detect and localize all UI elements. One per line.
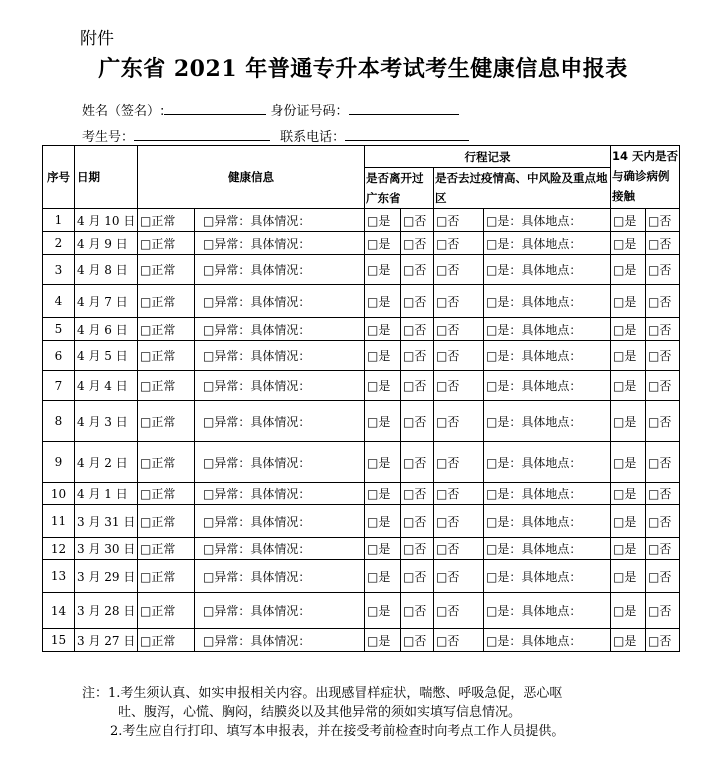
risk-area-yes-checkbox[interactable]: □是：具体地点：: [484, 255, 611, 285]
table-row: [43, 285, 680, 318]
row-number: 12: [43, 538, 75, 560]
row-number: 13: [43, 560, 75, 593]
contact-yes-checkbox[interactable]: □是: [611, 255, 646, 285]
left-gd-no-checkbox[interactable]: □否: [401, 232, 434, 255]
row-date: 3 月 30 日: [75, 538, 138, 560]
left-gd-yes-checkbox[interactable]: □是: [365, 318, 401, 341]
left-gd-yes-checkbox[interactable]: □是: [365, 593, 401, 629]
row-number: 11: [43, 505, 75, 538]
left-gd-yes-checkbox[interactable]: □是: [365, 483, 401, 505]
contact-yes-checkbox[interactable]: □是: [611, 209, 646, 232]
risk-area-yes-checkbox[interactable]: □是：具体地点：: [484, 560, 611, 593]
contact-no-checkbox[interactable]: □否: [646, 255, 680, 285]
row-date: 3 月 27 日: [75, 629, 138, 652]
normal-checkbox[interactable]: □正常: [138, 232, 195, 255]
normal-checkbox[interactable]: □正常: [138, 593, 195, 629]
left-gd-yes-checkbox[interactable]: □是: [365, 560, 401, 593]
abnormal-checkbox[interactable]: □异常：具体情况：: [195, 505, 365, 538]
left-gd-yes-checkbox[interactable]: □是: [365, 505, 401, 538]
name-label: 姓名（签名）:: [82, 104, 165, 119]
row-date: 4 月 9 日: [75, 232, 138, 255]
normal-checkbox[interactable]: □正常: [138, 483, 195, 505]
contact-no-checkbox[interactable]: □否: [646, 341, 680, 371]
risk-area-no-checkbox[interactable]: □否: [434, 232, 484, 255]
left-gd-no-checkbox[interactable]: □否: [401, 371, 434, 401]
row-number: 7: [43, 371, 75, 401]
row-date: 4 月 1 日: [75, 483, 138, 505]
risk-area-yes-checkbox[interactable]: □是：具体地点：: [484, 538, 611, 560]
health-declaration-table: [42, 145, 680, 652]
normal-checkbox[interactable]: □正常: [138, 209, 195, 232]
contact-yes-checkbox[interactable]: □是: [611, 401, 646, 442]
risk-area-no-checkbox[interactable]: □否: [434, 505, 484, 538]
note-line-1: 注：1.考生须认真、如实申报相关内容。出现感冒样症状，喘憋、呼吸急促，恶心呕: [82, 686, 563, 701]
left-gd-yes-checkbox[interactable]: □是: [365, 442, 401, 483]
contact-no-checkbox[interactable]: □否: [646, 483, 680, 505]
contact-yes-checkbox[interactable]: □是: [611, 593, 646, 629]
table-row: [43, 629, 680, 652]
table-row: [43, 538, 680, 560]
left-gd-yes-checkbox[interactable]: □是: [365, 255, 401, 285]
contact-yes-checkbox[interactable]: □是: [611, 285, 646, 318]
contact-no-checkbox[interactable]: □否: [646, 285, 680, 318]
risk-area-no-checkbox[interactable]: □否: [434, 318, 484, 341]
contact-yes-checkbox[interactable]: □是: [611, 629, 646, 652]
phone-label: 联系电话：: [280, 130, 346, 145]
note-line-2: 吐、腹泻，心慌、胸闷，结膜炎以及其他异常的须如实填写信息情况。: [118, 705, 522, 720]
id-number-field[interactable]: [349, 102, 459, 115]
table-row: [43, 483, 680, 505]
contact-yes-checkbox[interactable]: □是: [611, 505, 646, 538]
normal-checkbox[interactable]: □正常: [138, 505, 195, 538]
risk-area-yes-checkbox[interactable]: □是：具体地点：: [484, 629, 611, 652]
row-number: 10: [43, 483, 75, 505]
row-date: 4 月 5 日: [75, 341, 138, 371]
left-gd-no-checkbox[interactable]: □否: [401, 209, 434, 232]
abnormal-checkbox[interactable]: □异常：具体情况：: [195, 255, 365, 285]
abnormal-checkbox[interactable]: □异常：具体情况：: [195, 209, 365, 232]
risk-area-yes-checkbox[interactable]: □是：具体地点：: [484, 483, 611, 505]
risk-area-yes-checkbox[interactable]: □是：具体地点：: [484, 318, 611, 341]
risk-area-no-checkbox[interactable]: □否: [434, 371, 484, 401]
contact-no-checkbox[interactable]: □否: [646, 538, 680, 560]
contact-yes-checkbox[interactable]: □是: [611, 232, 646, 255]
normal-checkbox[interactable]: □正常: [138, 442, 195, 483]
normal-checkbox[interactable]: □正常: [138, 629, 195, 652]
table-row: [43, 505, 680, 538]
contact-yes-checkbox[interactable]: □是: [611, 442, 646, 483]
contact-no-checkbox[interactable]: □否: [646, 232, 680, 255]
row-number: 4: [43, 285, 75, 318]
table-row: [43, 209, 680, 232]
left-gd-no-checkbox[interactable]: □否: [401, 341, 434, 371]
contact-yes-checkbox[interactable]: □是: [611, 341, 646, 371]
normal-checkbox[interactable]: □正常: [138, 285, 195, 318]
left-gd-no-checkbox[interactable]: □否: [401, 401, 434, 442]
left-gd-yes-checkbox[interactable]: □是: [365, 341, 401, 371]
id-label: 身份证号码：: [270, 104, 349, 119]
left-gd-no-checkbox[interactable]: □否: [401, 560, 434, 593]
abnormal-checkbox[interactable]: □异常：具体情况：: [195, 538, 365, 560]
row-date: 4 月 2 日: [75, 442, 138, 483]
risk-area-no-checkbox[interactable]: □否: [434, 560, 484, 593]
page-title: 广东省 2021 年普通专升本考试考生健康信息申报表: [98, 56, 628, 82]
row-number: 15: [43, 629, 75, 652]
risk-area-no-checkbox[interactable]: □否: [434, 341, 484, 371]
left-gd-yes-checkbox[interactable]: □是: [365, 629, 401, 652]
abnormal-checkbox[interactable]: □异常：具体情况：: [195, 371, 365, 401]
contact-no-checkbox[interactable]: □否: [646, 560, 680, 593]
left-gd-yes-checkbox[interactable]: □是: [365, 371, 401, 401]
risk-area-no-checkbox[interactable]: □否: [434, 285, 484, 318]
risk-area-no-checkbox[interactable]: □否: [434, 538, 484, 560]
risk-area-no-checkbox[interactable]: □否: [434, 442, 484, 483]
note-line-3: 2.考生应自行打印、填写本申报表，并在接受考前检查时向考点工作人员提供。: [110, 724, 565, 739]
risk-area-no-checkbox[interactable]: □否: [434, 401, 484, 442]
contact-yes-checkbox[interactable]: □是: [611, 318, 646, 341]
left-gd-no-checkbox[interactable]: □否: [401, 442, 434, 483]
table-row: [43, 341, 680, 371]
table-row: [43, 232, 680, 255]
table-row: [43, 255, 680, 285]
risk-area-yes-checkbox[interactable]: □是：具体地点：: [484, 209, 611, 232]
row-number: 6: [43, 341, 75, 371]
table-row: [43, 560, 680, 593]
contact-no-checkbox[interactable]: □否: [646, 371, 680, 401]
exam-number-field[interactable]: [134, 128, 270, 141]
exam-no-label: 考生号：: [82, 130, 135, 145]
row-number: 9: [43, 442, 75, 483]
contact-no-checkbox[interactable]: □否: [646, 629, 680, 652]
risk-area-yes-checkbox[interactable]: □是：具体地点：: [484, 593, 611, 629]
risk-area-yes-checkbox[interactable]: □是：具体地点：: [484, 505, 611, 538]
header-travel: 行程记录: [365, 146, 611, 168]
left-gd-yes-checkbox[interactable]: □是: [365, 538, 401, 560]
abnormal-checkbox[interactable]: □异常：具体情况：: [195, 341, 365, 371]
left-gd-no-checkbox[interactable]: □否: [401, 629, 434, 652]
header-health: 健康信息: [138, 146, 365, 209]
row-number: 8: [43, 401, 75, 442]
contact-no-checkbox[interactable]: □否: [646, 209, 680, 232]
left-gd-yes-checkbox[interactable]: □是: [365, 209, 401, 232]
abnormal-checkbox[interactable]: □异常：具体情况：: [195, 593, 365, 629]
risk-area-no-checkbox[interactable]: □否: [434, 629, 484, 652]
abnormal-checkbox[interactable]: □异常：具体情况：: [195, 401, 365, 442]
normal-checkbox[interactable]: □正常: [138, 560, 195, 593]
risk-area-no-checkbox[interactable]: □否: [434, 255, 484, 285]
normal-checkbox[interactable]: □正常: [138, 255, 195, 285]
contact-no-checkbox[interactable]: □否: [646, 318, 680, 341]
abnormal-checkbox[interactable]: □异常：具体情况：: [195, 442, 365, 483]
abnormal-checkbox[interactable]: □异常：具体情况：: [195, 629, 365, 652]
risk-area-yes-checkbox[interactable]: □是：具体地点：: [484, 341, 611, 371]
risk-area-yes-checkbox[interactable]: □是：具体地点：: [484, 232, 611, 255]
contact-yes-checkbox[interactable]: □是: [611, 483, 646, 505]
normal-checkbox[interactable]: □正常: [138, 341, 195, 371]
row-number: 14: [43, 593, 75, 629]
contact-yes-checkbox[interactable]: □是: [611, 371, 646, 401]
contact-no-checkbox[interactable]: □否: [646, 401, 680, 442]
row-date: 4 月 3 日: [75, 401, 138, 442]
normal-checkbox[interactable]: □正常: [138, 371, 195, 401]
risk-area-no-checkbox[interactable]: □否: [434, 593, 484, 629]
notes: [82, 684, 564, 741]
table-body: [43, 209, 680, 652]
table-row: [43, 371, 680, 401]
risk-area-yes-checkbox[interactable]: □是：具体地点：: [484, 442, 611, 483]
contact-no-checkbox[interactable]: □否: [646, 505, 680, 538]
table-row: [43, 318, 680, 341]
table-row: [43, 593, 680, 629]
row-date: 4 月 10 日: [75, 209, 138, 232]
contact-no-checkbox[interactable]: □否: [646, 442, 680, 483]
left-gd-no-checkbox[interactable]: □否: [401, 318, 434, 341]
left-gd-yes-checkbox[interactable]: □是: [365, 401, 401, 442]
header-seq: 序号: [43, 146, 75, 209]
table-row: [43, 442, 680, 483]
left-gd-no-checkbox[interactable]: □否: [401, 285, 434, 318]
row-date: 3 月 29 日: [75, 560, 138, 593]
risk-area-yes-checkbox[interactable]: □是：具体地点：: [484, 285, 611, 318]
header-date: 日期: [75, 146, 138, 209]
row-number: 5: [43, 318, 75, 341]
table-row: [43, 401, 680, 442]
normal-checkbox[interactable]: □正常: [138, 401, 195, 442]
header-contact: 14 天内是否与确诊病例接触: [611, 146, 680, 209]
row-number: 1: [43, 209, 75, 232]
row-date: 4 月 8 日: [75, 255, 138, 285]
abnormal-checkbox[interactable]: □异常：具体情况：: [195, 483, 365, 505]
name-field[interactable]: [164, 102, 266, 115]
normal-checkbox[interactable]: □正常: [138, 318, 195, 341]
row-date: 4 月 6 日: [75, 318, 138, 341]
left-gd-no-checkbox[interactable]: □否: [401, 483, 434, 505]
contact-no-checkbox[interactable]: □否: [646, 593, 680, 629]
row-number: 3: [43, 255, 75, 285]
risk-area-no-checkbox[interactable]: □否: [434, 483, 484, 505]
left-gd-no-checkbox[interactable]: □否: [401, 538, 434, 560]
attachment-label: 附件: [80, 29, 114, 49]
header-row-1: [43, 146, 680, 168]
row-date: 3 月 28 日: [75, 593, 138, 629]
left-gd-no-checkbox[interactable]: □否: [401, 255, 434, 285]
risk-area-yes-checkbox[interactable]: □是：具体地点：: [484, 371, 611, 401]
name-id-row: [82, 100, 459, 119]
row-date: 4 月 4 日: [75, 371, 138, 401]
exam-phone-row: [82, 126, 469, 145]
risk-area-no-checkbox[interactable]: □否: [434, 209, 484, 232]
abnormal-checkbox[interactable]: □异常：具体情况：: [195, 318, 365, 341]
phone-field[interactable]: [345, 128, 469, 141]
row-number: 2: [43, 232, 75, 255]
contact-yes-checkbox[interactable]: □是: [611, 560, 646, 593]
left-gd-no-checkbox[interactable]: □否: [401, 593, 434, 629]
normal-checkbox[interactable]: □正常: [138, 538, 195, 560]
abnormal-checkbox[interactable]: □异常：具体情况：: [195, 285, 365, 318]
contact-yes-checkbox[interactable]: □是: [611, 538, 646, 560]
abnormal-checkbox[interactable]: □异常：具体情况：: [195, 232, 365, 255]
header-left-guangdong: 是否离开过广东省: [365, 168, 434, 209]
left-gd-yes-checkbox[interactable]: □是: [365, 285, 401, 318]
risk-area-yes-checkbox[interactable]: □是：具体地点：: [484, 401, 611, 442]
header-risk-area: 是否去过疫情高、中风险及重点地区: [434, 168, 611, 209]
row-date: 3 月 31 日: [75, 505, 138, 538]
left-gd-yes-checkbox[interactable]: □是: [365, 232, 401, 255]
abnormal-checkbox[interactable]: □异常：具体情况：: [195, 560, 365, 593]
row-date: 4 月 7 日: [75, 285, 138, 318]
left-gd-no-checkbox[interactable]: □否: [401, 505, 434, 538]
